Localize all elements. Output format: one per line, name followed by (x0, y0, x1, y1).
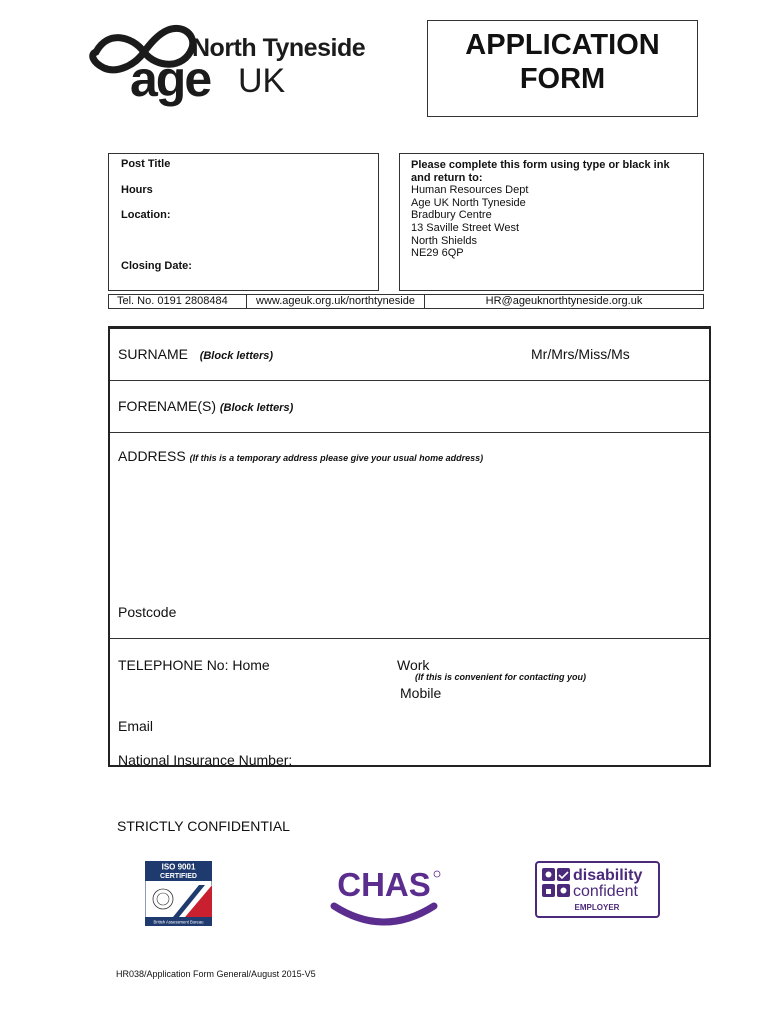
email-label: Email (118, 718, 154, 734)
forenames-note: (Block letters) (219, 402, 294, 414)
title-line-1: APPLICATION (465, 29, 660, 61)
logo-age-text: age (130, 51, 211, 107)
address-line: Human Resources Dept (411, 184, 529, 197)
post-details-box (108, 153, 379, 291)
chas-text: CHAS (337, 866, 431, 903)
post-title-label: Post Title (121, 158, 171, 170)
email-link[interactable]: HR@ageuknorthtyneside.org.uk (485, 295, 643, 307)
work-note: (If this is convenient for contacting you) (415, 672, 587, 682)
address-note: (If this is a temporary address please give your usual home address) (189, 453, 484, 463)
address-line: 13 Saville Street West (411, 221, 520, 234)
work-label: Work (397, 657, 430, 673)
applicant-details-form (108, 326, 711, 767)
dc-line-3: EMPLOYER (574, 903, 620, 912)
dc-line-1: disability (573, 867, 643, 884)
title-options-label: Mr/Mrs/Miss/Ms (531, 346, 630, 362)
age-uk-logo (88, 14, 388, 107)
hours-label: Hours (121, 184, 153, 196)
iso-line-1: ISO 9001 (161, 862, 196, 872)
logo-uk-text: UK (238, 62, 286, 100)
logo-org-name: North Tyneside (192, 34, 366, 62)
contact-row (108, 294, 704, 309)
document-reference-footer: HR038/Application Form General/August 2015-V5 (116, 969, 316, 979)
iso-footer: British Assessment Bureau (153, 919, 204, 925)
address-line: North Shields (411, 234, 478, 247)
surname-label: SURNAME (Block letters) (118, 346, 274, 362)
location-label: Location: (121, 209, 171, 221)
title-line-2: FORM (519, 63, 606, 95)
mobile-label: Mobile (400, 685, 442, 701)
instruction-line-2: and return to: (411, 171, 483, 184)
surname-section[interactable] (110, 329, 709, 381)
confidential-notice: STRICTLY CONFIDENTIAL (117, 818, 290, 834)
contact-details-section[interactable] (110, 638, 709, 766)
closing-date-label: Closing Date: (121, 260, 192, 272)
forenames-label: FORENAME(S) (Block letters) (118, 398, 294, 414)
return-address-box (399, 153, 704, 291)
dc-line-2: confident (573, 883, 638, 900)
telephone-number: Tel. No. 0191 2808484 (109, 295, 247, 308)
forenames-section[interactable] (110, 380, 709, 433)
address-label: ADDRESS (If this is a temporary address please give your usual home address) (118, 448, 484, 464)
form-title-box (427, 20, 698, 117)
ni-number-label: National Insurance Number: (118, 752, 293, 768)
address-section[interactable] (110, 432, 709, 639)
disability-confident-badge (535, 861, 660, 918)
telephone-home-label: TELEPHONE No: Home (118, 657, 270, 673)
address-line: Age UK North Tyneside (411, 196, 526, 209)
address-line: NE29 6QP (411, 247, 464, 260)
iso-9001-badge (145, 861, 212, 926)
iso-line-2: CERTIFIED (160, 873, 197, 880)
website-link[interactable]: www.ageuk.org.uk/northtyneside (247, 295, 425, 308)
instruction-line-1: Please complete this form using type or black ink (411, 159, 670, 171)
postcode-label: Postcode (118, 604, 177, 620)
chas-logo (326, 866, 446, 928)
surname-note: (Block letters) (199, 350, 274, 362)
address-line: Bradbury Centre (411, 209, 492, 222)
